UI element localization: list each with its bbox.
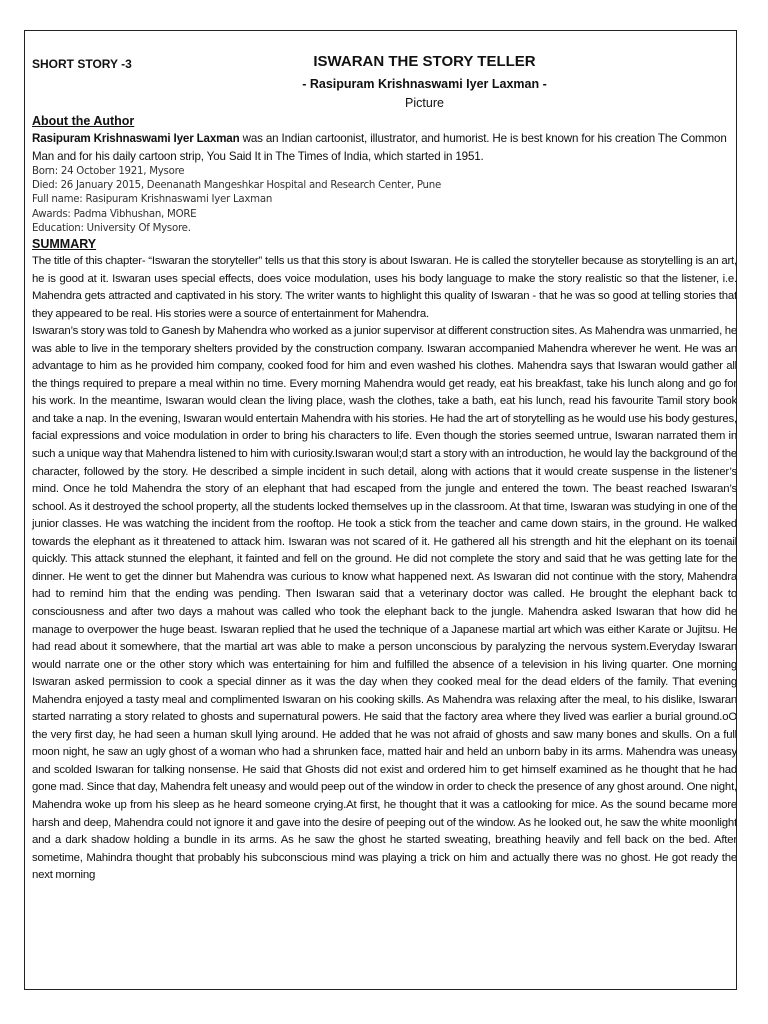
author-facts-list bbox=[32, 165, 737, 236]
author-line: - Rasipuram Krishnaswami Iyer Laxman - bbox=[302, 77, 547, 91]
story-title: ISWARAN THE STORY TELLER bbox=[313, 53, 536, 70]
header-row bbox=[32, 53, 737, 75]
picture-label: Picture bbox=[405, 96, 444, 110]
summary-body bbox=[32, 253, 737, 885]
fact-awards: Awards: Padma Vibhushan, MORE bbox=[32, 208, 197, 220]
fact-died: Died: 26 January 2015, Deenanath Mangeshkar Hospital and Research Center, Pune bbox=[32, 180, 441, 192]
series-label: SHORT STORY -3 bbox=[32, 57, 132, 71]
about-author-intro bbox=[32, 130, 737, 165]
author-intro-text: was an Indian cartoonist, illustrator, and humorist. He is best known for his creation The Common Man and for his daily cartoon strip, You Said It in The Times of India, which started in 1951. bbox=[32, 132, 727, 163]
about-author-heading: About the Author bbox=[32, 114, 135, 128]
fact-education: Education: University Of Mysore. bbox=[32, 222, 191, 234]
fact-born: Born: 24 October 1921, Mysore bbox=[32, 166, 185, 177]
document-body bbox=[32, 53, 737, 885]
summary-paragraph-2: Iswaran’s story was told to Ganesh by Mahendra who worked as a junior supervisor at different construction sites. As Mahendra was unmarried, he was able to live in the temporary shelters provided by the construction company. Iswaran accompanied Mahendra wherever he went. He was an advantage to him as he provided him company, cooked food for him and even washed his clothes. Mahendra says that Iswaran would gather all the things required to prepare a meal within no time. Every morning Mahendra would get ready, eat his breakfast, take his lunch along and go for his work. In the meantime, Iswaran would clean the living place, wash the clothes, take a bath, eat his lunch, read his favourite Tamil story book and take a nap. In the evening, Iswaran would entertain Mahendra with his stories. He had the art of storytelling as he would use his body gestures, facial expressions and voice modulation in order to bring his characters to life. Even though the stories seemed untrue, Iswaran narrated them in such a unique way that Mahendra listened to him with curiosity.Iswaran woul;d start a story with an introduction, he would lay the background of the character, followed by the story. He described a simple incident in such detail, along with actions that it would create suspense in the listener’s mind. Once he told Mahendra the story of an elephant that had escaped from the jungle and entered the town. The beast reached Iswaran’s school. As it destroyed the school property, all the students locked themselves up in the classroom. At that time, Iswaran was studying in one of the junior classes. He was watching the incident from the rooftop. He took a stick from the teacher and came down stairs, in the ground. He walked towards the elephant as it threatened to attack him. Iswaran was not scared of it. He gathered all his strength and hit the elephant on its toenail quickly. This attack stunned the elephant, it fainted and fell on the ground. He did not complete the story and said that he was getting late for the dinner. He went to get the dinner but Mahendra was curious to know what happened next. As Iswaran did not continue with the story, Mahendra had to remind him that the ending was pending. Then Iswaran said that a veterinary doctor was called. He brought the elephant back to consciousness and after two days a mahout was called who took the elephant back to the jungle. Mahendra asked Iswaran that how did he manage to overpower the huge beast. Iswaran replied that he used the technique of a Japanese martial art which was either Karate or Jujitsu. He had read about it somewhere, that the martial art was able to make a person unconscious by paralyzing the nervous system.Everyday Iswaran would narrate one or the other story which was entertaining for him and fulfilled the absence of a television in his living quarter. One morning Iswaran asked permission to cook a special dinner as it was the day when they cooked meal for the dead elders of the family. That evening Mahendra enjoyed a tasty meal and complimented Iswaran on his cooking skills. As Mahendra was relaxing after the meal, to his dislike, Iswaran started narrating a story related to ghosts and supernatural powers. He said that the factory area where they lived was earlier a burial ground.oO the very first day, he had seen a human skull lying around. He added that he was not afraid of ghosts and saw many bones and skulls. On a full moon night, he saw an ugly ghost of a woman who had a shrunken face, matted hair and held an unborn baby in its arms. Mahendra was uneasy and scolded Iswaran for talking nonsense. He said that Ghosts did not exist and ordered him to get himself examined as he thought that he had gone mad. Since that day, Mahendra felt uneasy and would peep out of the window in order to check the presence of any ghost around. One night, Mahendra woke up from his sleep as he heard someone crying.At first, he thought that it was a catlooking for mice. As the sound became more harsh and deep, Mahendra could not ignore it and gave into the desire of peeping out of the window. As he looked out, he saw the white moonlight and a dark shadow holding a bundle in its arms. As he saw the ghost he started sweating, breathing heavily and fell back on the bed. After sometime, Mahindra thought that probably his subconscious mind was playing a trick on him and actually there was no ghost. He got ready the next morning bbox=[32, 325, 737, 882]
fact-full-name: Full name: Rasipuram Krishnaswami Iyer Laxman bbox=[32, 194, 273, 206]
summary-heading: SUMMARY bbox=[32, 237, 97, 252]
summary-paragraph-1: The title of this chapter- “Iswaran the storyteller” tells us that this story is about Iswaran. He is called the storyteller because as storytelling is an art, he is good at it. Iswaran uses special effects, does voice modulation, uses his body language to make the story realistic so that the listener, i.e. Mahendra gets attracted and captivated in his story. The writer wants to highlight this quality of Iswaran - that he was so good at telling stories that they appeared to be real. His stories were a source of entertainment for Mahendra. bbox=[32, 255, 737, 320]
author-full-name: Rasipuram Krishnaswami Iyer Laxman bbox=[32, 132, 240, 145]
